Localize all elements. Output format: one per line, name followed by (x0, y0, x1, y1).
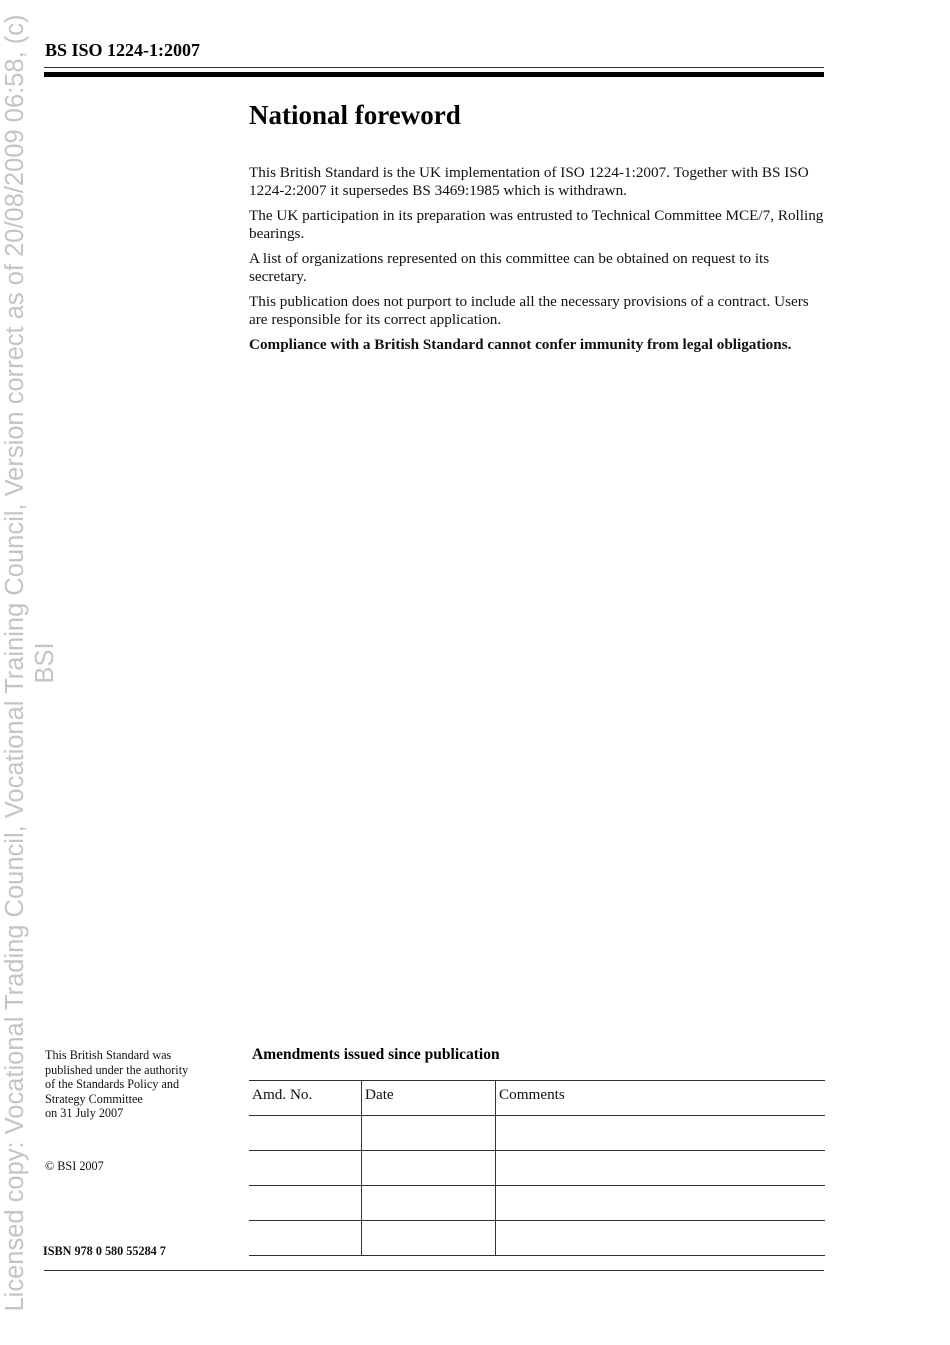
table-cell (496, 1186, 826, 1221)
isbn: ISBN 978 0 580 55284 7 (43, 1244, 166, 1258)
compliance-statement: Compliance with a British Standard cannot confer immunity from legal obligations. (249, 336, 792, 353)
header-rule-thin (44, 67, 824, 68)
page-title: National foreword (249, 100, 461, 130)
foreword-body (249, 164, 829, 362)
table-cell (249, 1116, 362, 1151)
foreword-paragraph: This publication does not purport to include all the necessary provisions of a contract. Users are responsible for its correct application. (249, 293, 809, 328)
table-cell (362, 1116, 496, 1151)
table-cell (249, 1186, 362, 1221)
table-row (249, 1151, 825, 1186)
table-row (249, 1186, 825, 1221)
table-row (249, 1221, 825, 1256)
amendments-header-row (249, 1081, 825, 1116)
column-header-amd-no: Amd. No. (249, 1081, 362, 1116)
foreword-paragraph: This British Standard is the UK implementation of ISO 1224-1:2007. Together with BS ISO 1224-2:2007 it supersedes BS 3469:1985 which is withdrawn. (249, 164, 809, 199)
document-code: BS ISO 1224-1:2007 (45, 40, 201, 60)
foreword-paragraph: A list of organizations represented on this committee can be obtained on request to its secretary. (249, 250, 770, 285)
table-cell (362, 1221, 496, 1256)
copyright-notice: © BSI 2007 (45, 1159, 104, 1173)
authority-line: published under the authority (45, 1062, 189, 1077)
table-cell (496, 1116, 826, 1151)
table-cell (496, 1151, 826, 1186)
column-header-date: Date (362, 1081, 496, 1116)
foreword-paragraph: The UK participation in its preparation was entrusted to Technical Committee MCE/7, Rolling bearings. (249, 207, 824, 242)
amendments-table (249, 1080, 825, 1256)
publication-authority (45, 1048, 235, 1121)
authority-line: of the Standards Policy and (45, 1077, 180, 1091)
authority-line: on 31 July 2007 (45, 1106, 124, 1120)
table-row (249, 1116, 825, 1151)
table-cell (362, 1151, 496, 1186)
footer-rule (44, 1270, 824, 1271)
authority-line: Strategy Committee (45, 1091, 143, 1106)
amendments-title: Amendments issued since publication (252, 1046, 500, 1063)
license-watermark: Licensed copy: Vocational Trading Council, Vocational Training Council, Version correct as of 20/08/2009 06:58, (c) BSI (1, 14, 59, 1312)
column-header-comments: Comments (496, 1081, 826, 1116)
header-rule-thick (44, 72, 824, 77)
table-cell (362, 1186, 496, 1221)
table-cell (249, 1151, 362, 1186)
authority-line: This British Standard was (45, 1048, 172, 1062)
table-cell (249, 1221, 362, 1256)
table-cell (496, 1221, 826, 1256)
